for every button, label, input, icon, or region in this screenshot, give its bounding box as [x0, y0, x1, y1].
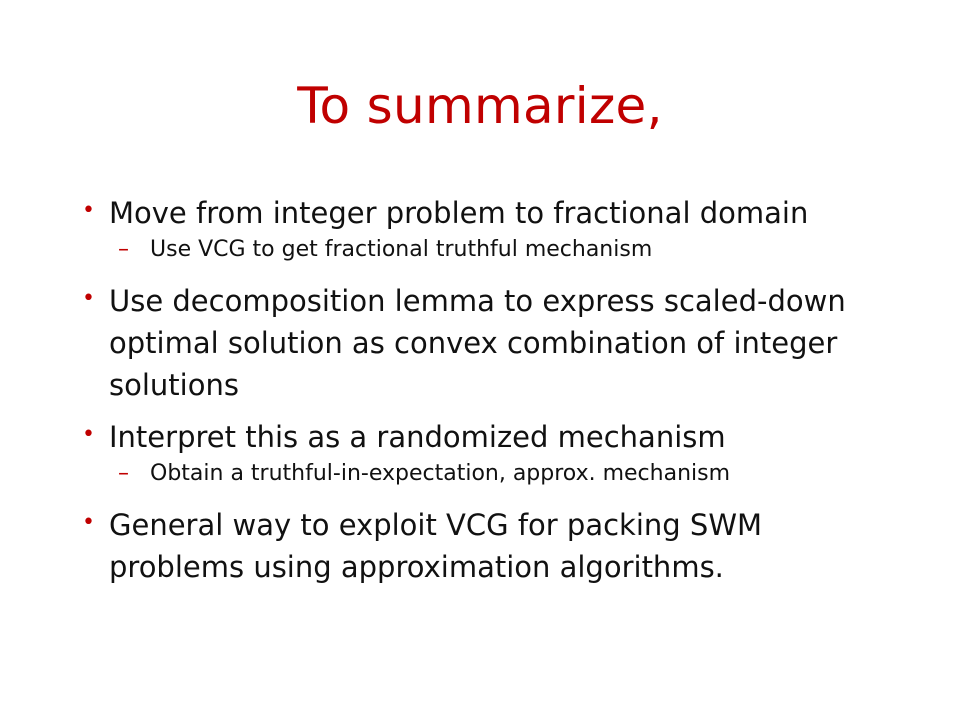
sub-bullet-text: Obtain a truthful-in-expectation, approx. mechanism [150, 461, 731, 486]
bullet-text: General way to exploit VCG for packing SWM problems using approximation algorithms. [109, 508, 763, 584]
sub-bullet-item [102, 458, 902, 490]
sub-bullet-marker: – [118, 461, 129, 486]
bullet-list [82, 192, 902, 588]
bullet-marker: • [82, 286, 95, 311]
bullet-item [82, 416, 902, 458]
bullet-marker: • [82, 198, 95, 223]
bullet-item [82, 504, 869, 588]
bullet-text: Use decomposition lemma to express scaled-down optimal solution as convex combination of integer solutions [109, 284, 846, 402]
bullet-item [82, 192, 902, 234]
bullet-text: Move from integer problem to fractional domain [109, 196, 809, 230]
bullet-text: Interpret this as a randomized mechanism [109, 420, 726, 454]
bullet-marker: • [82, 510, 95, 535]
bullet-marker: • [82, 422, 95, 447]
sub-bullet-item [102, 234, 902, 266]
sub-bullet-marker: – [118, 237, 129, 262]
sub-bullet-text: Use VCG to get fractional truthful mechanism [150, 237, 653, 262]
slide-title: To summarize, [297, 77, 663, 135]
spacer [102, 406, 902, 416]
bullet-item [82, 280, 899, 406]
